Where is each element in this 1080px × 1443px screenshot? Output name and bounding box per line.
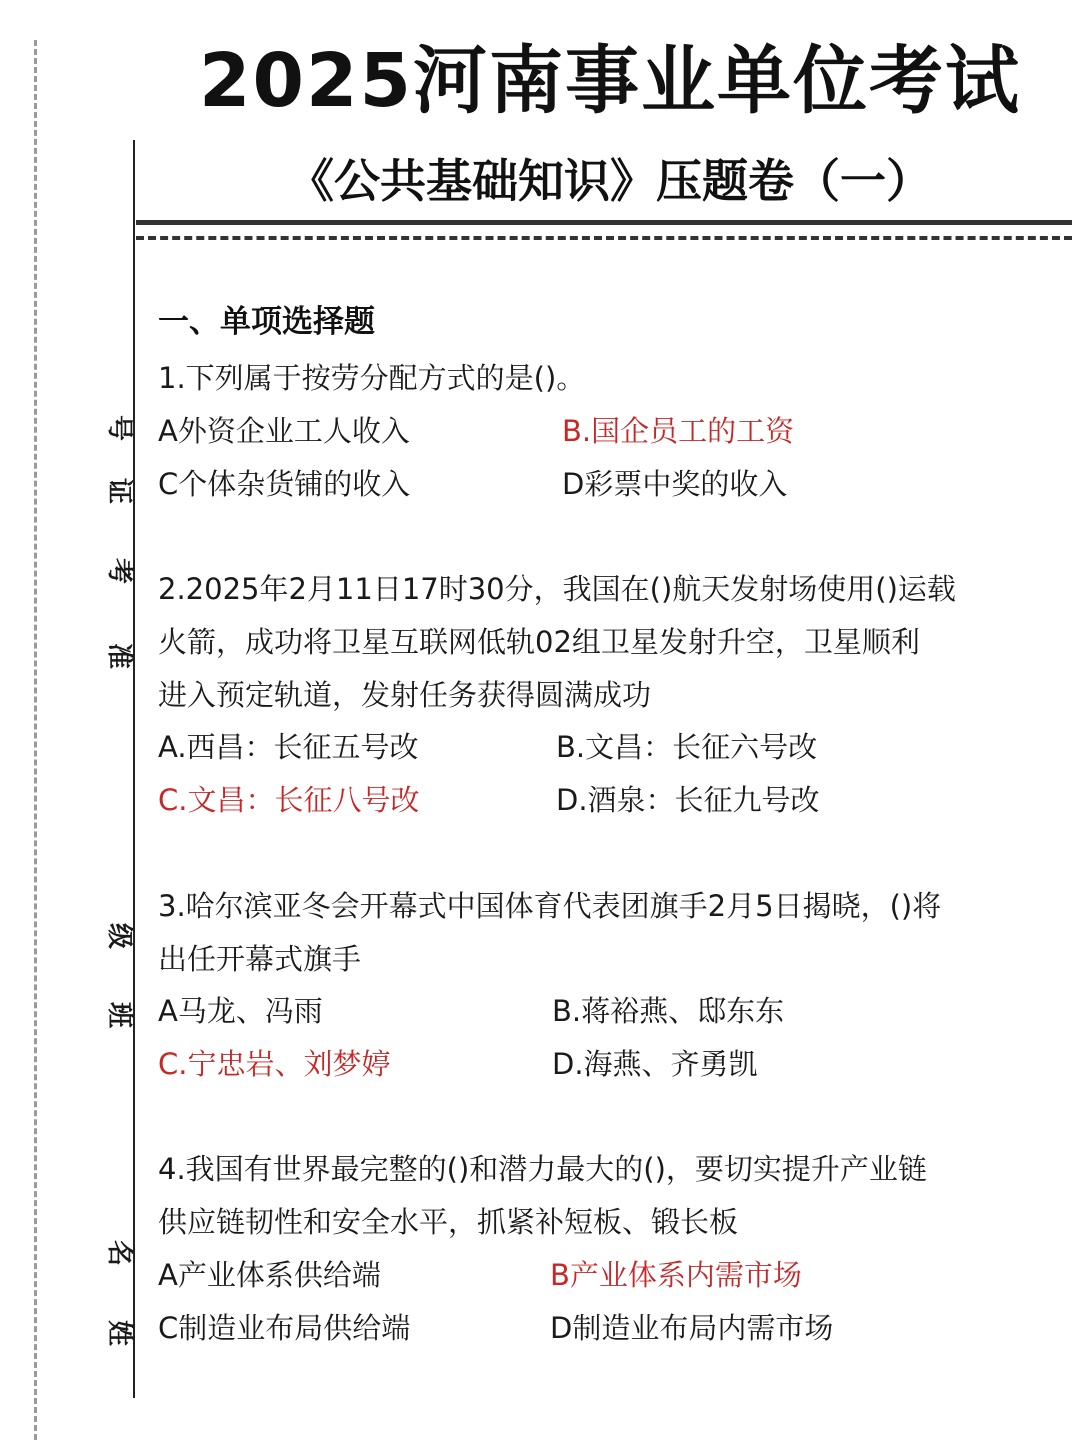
question-1-text: 1.下列属于按劳分配方式的是()。 xyxy=(158,361,586,395)
question-2-text-line-1: 2.2025年2月11日17时30分，我国在()航天发射场使用()运载 xyxy=(158,572,956,606)
binding-label-kao: 考 xyxy=(104,557,134,584)
question-1-option-d: D彩票中奖的收入 xyxy=(562,467,788,501)
question-3-option-c: C.宁忠岩、刘梦婷 xyxy=(158,1047,391,1081)
binding-label-ming: 名 xyxy=(104,1239,134,1266)
section-heading: 一、单项选择题 xyxy=(158,304,375,340)
binding-label-xing: 姓 xyxy=(104,1319,134,1346)
binding-line xyxy=(133,140,135,1398)
question-2-option-c: C.文昌：长征八号改 xyxy=(158,783,420,817)
question-2-option-b: B.文昌：长征六号改 xyxy=(556,730,818,764)
margin-dashed-line xyxy=(34,40,37,1440)
question-1-option-c: C个体杂货铺的收入 xyxy=(158,467,411,501)
question-4-option-a: A产业体系供给端 xyxy=(158,1258,381,1292)
header-dashed-divider xyxy=(136,236,1072,240)
page-subtitle: 《公共基础知识》压题卷（一） xyxy=(288,154,932,208)
binding-label-hao: 号 xyxy=(104,414,134,441)
question-1-option-b: B.国企员工的工资 xyxy=(562,414,795,448)
question-4-text-line-1: 4.我国有世界最完整的()和潜力最大的()，要切实提升产业链 xyxy=(158,1152,927,1186)
question-3-option-a: A马龙、冯雨 xyxy=(158,994,323,1028)
question-1-option-a: A外资企业工人收入 xyxy=(158,414,410,448)
question-3-option-b: B.蒋裕燕、邸东东 xyxy=(552,994,785,1028)
question-4-option-c: C制造业布局供给端 xyxy=(158,1311,411,1345)
question-2-option-a: A.西昌：长征五号改 xyxy=(158,730,419,764)
question-4-option-d: D制造业布局内需市场 xyxy=(550,1311,834,1345)
binding-label-zheng: 证 xyxy=(104,477,134,504)
binding-label-ban: 班 xyxy=(104,1001,134,1028)
question-2-option-d: D.酒泉：长征九号改 xyxy=(556,783,820,817)
question-3-option-d: D.海燕、齐勇凯 xyxy=(552,1047,758,1081)
page-title: 2025河南事业单位考试 xyxy=(199,38,1021,124)
question-3-text-line-1: 3.哈尔滨亚冬会开幕式中国体育代表团旗手2月5日揭晓，()将 xyxy=(158,889,942,923)
question-2-text-line-2: 火箭，成功将卫星互联网低轨02组卫星发射升空，卫星顺利 xyxy=(158,625,920,659)
question-4-text-line-2: 供应链韧性和安全水平，抓紧补短板、锻长板 xyxy=(158,1205,739,1239)
question-3-text-line-2: 出任开幕式旗手 xyxy=(158,942,362,976)
header-divider xyxy=(136,220,1072,225)
binding-label-ji: 级 xyxy=(104,922,134,949)
binding-label-zhun: 准 xyxy=(104,642,134,669)
question-4-option-b: B产业体系内需市场 xyxy=(550,1258,802,1292)
question-2-text-line-3: 进入预定轨道，发射任务获得圆满成功 xyxy=(158,678,652,712)
